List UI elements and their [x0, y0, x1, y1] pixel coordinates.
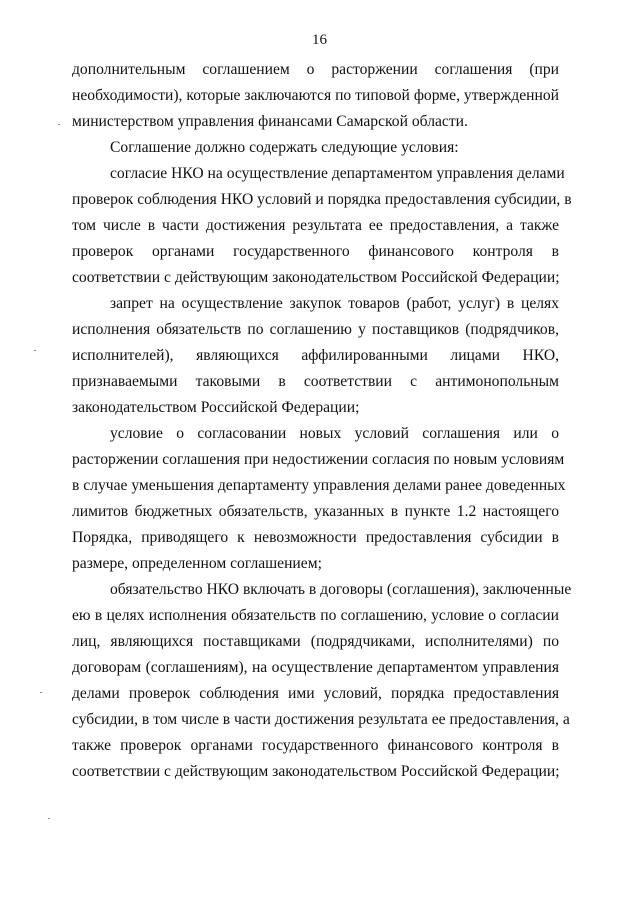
text-line-10: запрет на осуществление закупок товаров (работ, услуг) в целях [110, 295, 559, 312]
text-line-23: лиц, являющихся поставщиками (подрядчиками, исполнителями) по [72, 633, 559, 650]
page-number: 16 [312, 32, 327, 48]
text-line-7: том числе в части достижения результата ее предоставления, а также [72, 217, 559, 234]
text-line-26: субсидии, в том числе в части достижения результата ее предоставления, а [72, 711, 570, 728]
text-line-14: законодательством Российской Федерации; [72, 399, 360, 416]
text-line-18: лимитов бюджетных обязательств, указанных в пункте 1.2 настоящего [72, 503, 559, 520]
scan-speck [48, 818, 50, 819]
text-line-2: необходимости), которые заключаются по типовой форме, утвержденной [72, 87, 559, 104]
text-line-4: Соглашение должно содержать следующие условия: [110, 139, 459, 156]
text-line-3: министерством управления финансами Самарской области. [72, 113, 468, 130]
scan-speck [58, 124, 60, 125]
text-line-1: дополнительным соглашением о расторжении соглашения (при [72, 61, 559, 78]
scan-speck [40, 692, 42, 693]
text-line-11: исполнения обязательств по соглашению у поставщиков (подрядчиков, [72, 321, 559, 338]
text-line-25: делами проверок соблюдения ими условий, порядка предоставления [72, 685, 559, 702]
text-line-8: проверок органами государственного финансового контроля в [72, 243, 559, 260]
text-line-6: проверок соблюдения НКО условий и порядка предоставления субсидии, в [72, 191, 572, 208]
text-line-20: размере, определенном соглашением; [72, 555, 322, 572]
text-line-21: обязательство НКО включать в договоры (соглашения), заключенные [110, 581, 572, 598]
text-line-5: согласие НКО на осуществление департаментом управления делами [110, 165, 565, 182]
text-line-22: ею в целях исполнения обязательств по соглашению, условие о согласии [72, 607, 559, 624]
text-line-19: Порядка, приводящего к невозможности предоставления субсидии в [72, 529, 559, 546]
scan-speck [34, 350, 36, 351]
text-line-16: расторжении соглашения при недостижении согласия по новым условиям [72, 451, 565, 468]
text-line-24: договорам (соглашениям), на осуществление департаментом управления [72, 659, 559, 676]
text-line-13: признаваемыми таковыми в соответствии с антимонопольным [72, 373, 559, 390]
text-line-12: исполнителей), являющихся аффилированными лицами НКО, [72, 347, 559, 364]
text-line-17: в случае уменьшения департаменту управления делами ранее доведенных [72, 477, 566, 494]
text-line-28: соответствии с действующим законодательством Российской Федерации; [72, 763, 560, 780]
text-line-9: соответствии с действующим законодательством Российской Федерации; [72, 269, 560, 286]
text-line-27: также проверок органами государственного финансового контроля в [72, 737, 559, 754]
text-line-15: условие о согласовании новых условий соглашения или о [110, 425, 559, 442]
